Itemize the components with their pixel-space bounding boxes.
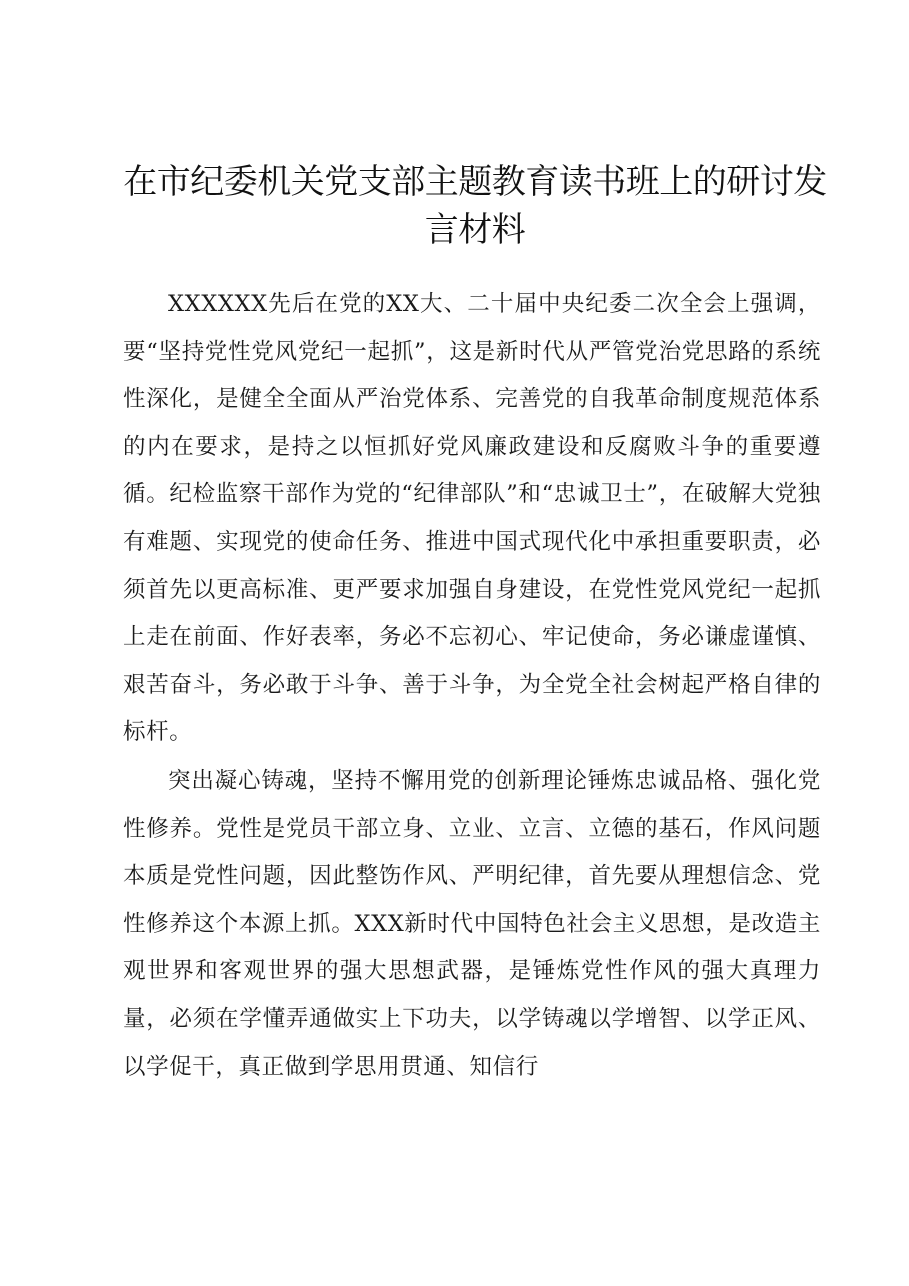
document-title: 在市纪委机关党支部主题教育读书班上的研讨发言材料 xyxy=(123,162,827,250)
body-paragraph-2: 突出凝心铸魂，坚持不懈用党的创新理论锤炼忠诚品格、强化党性修养。党性是党员干部立身、立业、立言、立德的基石，作风问题本质是党性问题，因此整饬作风、严明纪律，首先要从理想信念、党性修养这个本源上抓。XXX新时代中国特色社会主义思想，是改造主观世界和客观世界的强大思想武器，是锤炼党性作风的强大真理力量，必须在学懂弄通做实上下功夫，以学铸魂以学增智、以学正风、以学促干，真正做到学思用贯通、知信行 xyxy=(123,768,821,1080)
body-paragraph-1: XXXXXX先后在党的XX大、二十届中央纪委二次全会上强调，要“坚持党性党风党纪一起抓”，这是新时代从严管党治党思路的系统性深化，是健全全面从严治党体系、完善党的自我革命制度规范体系的内在要求，是持之以恒抓好党风廉政建设和反腐败斗争的重要遵循。纪检监察干部作为党的“纪律部队”和“忠诚卫士”，在破解大党独有难题、实现党的使命任务、推进中国式现代化中承担重要职责，必须首先以更高标准、更严要求加强自身建设，在党性党风党纪一起抓上走在前面、作好表率，务必不忘初心、牢记使命，务必谦虚谨慎、艰苦奋斗，务必敢于斗争、善于斗争，为全党全社会树起严格自律的标杆。 xyxy=(123,291,821,746)
